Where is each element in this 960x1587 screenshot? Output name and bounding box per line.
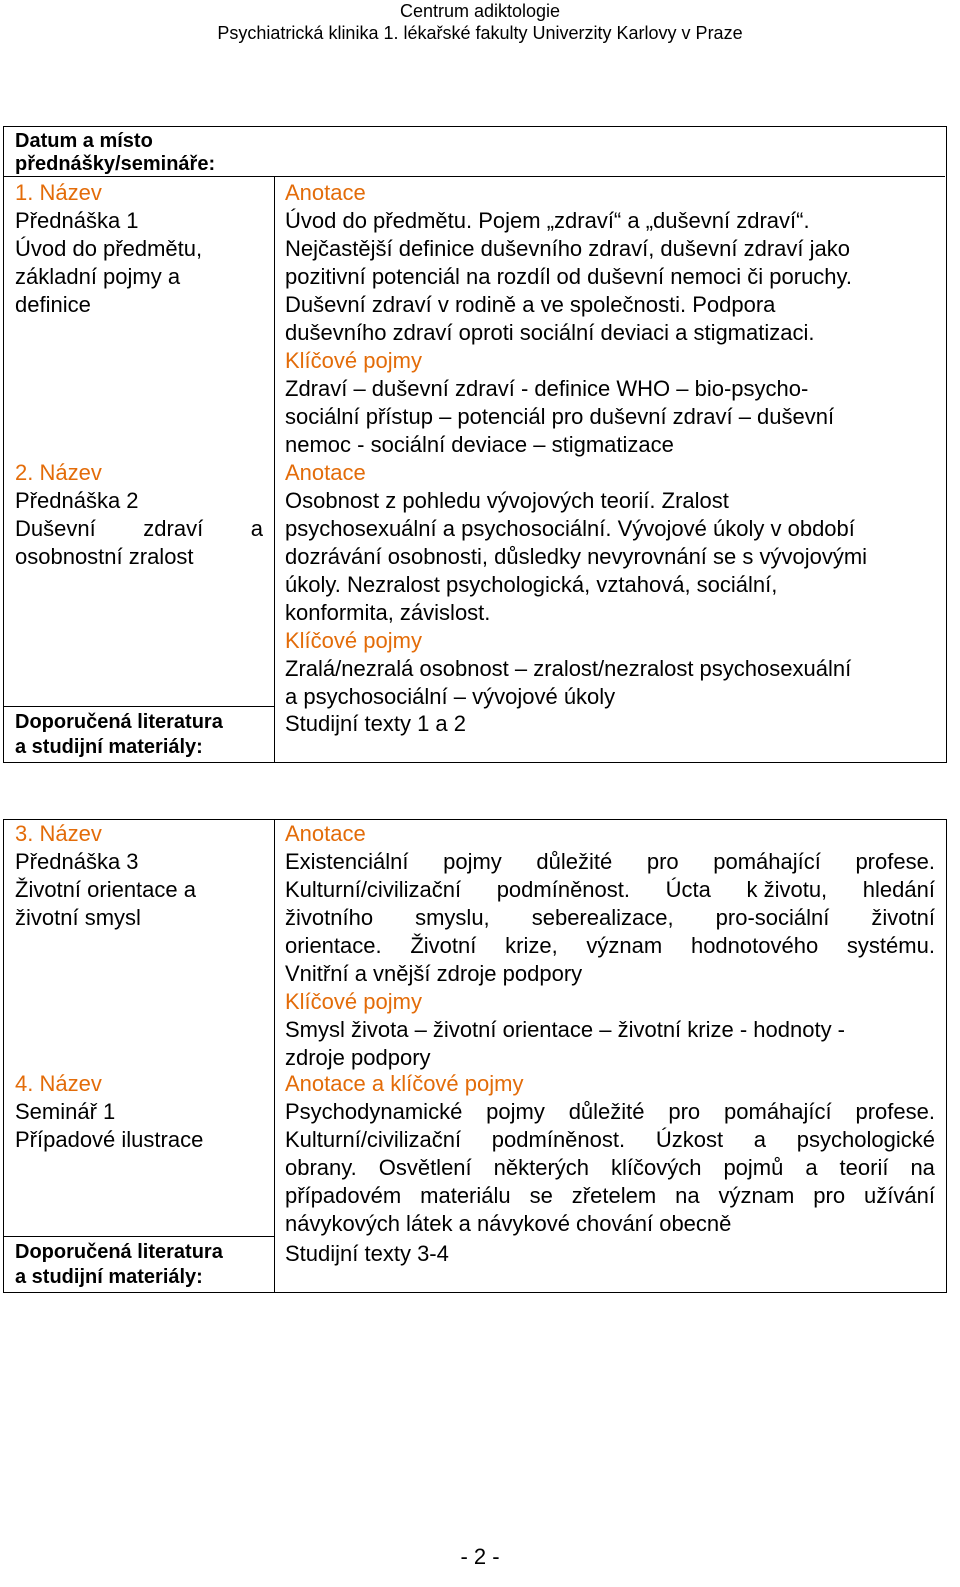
page-number: - 2 - xyxy=(460,1544,500,1569)
item4-anotace-line xyxy=(285,1182,935,1210)
item2-anotace-label: Anotace xyxy=(285,460,366,485)
word: zřetelem xyxy=(571,1183,657,1208)
item1-name-label: 1. Název xyxy=(15,180,102,205)
item4-anotace-line xyxy=(285,1154,935,1182)
item2-anotace-line: konformita, závislost. xyxy=(285,600,491,625)
literature-value: Studijní texty 1 a 2 xyxy=(285,711,466,736)
item1-keywords-line: Zdraví – duševní zdraví - definice WHO – bio-psycho- xyxy=(285,376,809,401)
word: psychologické xyxy=(796,1127,935,1152)
word: pro xyxy=(813,1183,846,1208)
item2-anotace-line: úkoly. Nezralost psychologická, vztahová, sociální, xyxy=(285,572,778,597)
item2-anotace-line: Osobnost z pohledu vývojových teorií. Zralost xyxy=(285,488,729,513)
word: Úcta xyxy=(665,877,711,902)
item1-anotace-line: Úvod do předmětu. Pojem „zdraví“ a „duševní zdraví“. xyxy=(285,208,810,233)
item3-anotace-label: Anotace xyxy=(285,821,366,846)
word: obrany. xyxy=(285,1155,357,1180)
word: Kulturní/civilizační xyxy=(285,877,462,902)
item1-name-line: základní pojmy a xyxy=(15,264,181,289)
item3-anotace-line xyxy=(285,932,935,960)
word: smyslu, xyxy=(415,905,490,930)
item3-name-line: životní smysl xyxy=(15,905,141,930)
item4-anotace-label: Anotace a klíčové pojmy xyxy=(285,1071,524,1096)
word: Životní xyxy=(410,933,477,958)
word: orientace. xyxy=(285,933,382,958)
word: pro-sociální xyxy=(715,905,830,930)
literature-label: Doporučená literatura xyxy=(15,1241,223,1263)
word: pro xyxy=(646,849,679,874)
word: podmíněnost. xyxy=(496,877,630,902)
lecture-table-1 xyxy=(3,126,947,763)
literature-label: Doporučená literatura xyxy=(15,711,223,733)
item1-keywords-line: sociální přístup – potenciál pro duševní zdraví – duševní xyxy=(285,404,835,429)
word: pojmy xyxy=(443,849,502,874)
header-line-1: Centrum adiktologie xyxy=(399,1,561,21)
literature-label-2: a studijní materiály: xyxy=(15,736,203,758)
item4-name-line: Seminář 1 xyxy=(15,1099,116,1124)
word: a xyxy=(250,516,263,541)
word: pro xyxy=(668,1099,701,1124)
item3-name-line: Životní orientace a xyxy=(15,877,196,902)
date-label: Datum a místo xyxy=(15,130,153,152)
word: případovém xyxy=(285,1183,402,1208)
word: důležité xyxy=(536,849,613,874)
date-label-2: přednášky/semináře: xyxy=(15,153,216,175)
item3-anotace-line xyxy=(285,876,935,904)
item2-keywords-label: Klíčové pojmy xyxy=(285,628,422,653)
word: materiálu xyxy=(420,1183,511,1208)
word: užívání xyxy=(864,1183,935,1208)
word: zdraví xyxy=(143,516,204,541)
item1-anotace-line: Nejčastější definice duševního zdraví, duševní zdraví jako xyxy=(285,236,850,261)
item1-anotace-label: Anotace xyxy=(285,180,366,205)
item2-name-label: 2. Název xyxy=(15,460,102,485)
column-divider xyxy=(274,176,275,762)
item4-anotace-line xyxy=(285,1098,935,1126)
word: hledání xyxy=(862,877,935,902)
word: Duševní xyxy=(15,516,96,541)
literature-value: Studijní texty 3-4 xyxy=(285,1241,449,1266)
item4-name-label: 4. Název xyxy=(15,1071,102,1096)
word: Psychodynamické xyxy=(285,1099,463,1124)
item1-anotace-line: duševního zdraví oproti sociální deviaci a stigmatizaci. xyxy=(285,320,815,345)
item2-anotace-line: dozrávání osobnosti, důsledky nevyrovnání se s vývojovými xyxy=(285,544,868,569)
word: seberealizace, xyxy=(531,905,674,930)
item1-name-line: Úvod do předmětu, xyxy=(15,236,203,261)
word: k životu, xyxy=(746,877,828,902)
word: podmíněnost. xyxy=(491,1127,626,1152)
item1-anotace-line: Duševní zdraví v rodině a ve společnosti. Podpora xyxy=(285,292,776,317)
word: Osvětlení xyxy=(378,1155,472,1180)
lecture-table-2 xyxy=(3,819,947,1293)
item3-keywords-line: zdroje podpory xyxy=(285,1045,431,1070)
word: na xyxy=(675,1183,700,1208)
item3-anotace-line xyxy=(285,848,935,876)
item3-name-line: Přednáška 3 xyxy=(15,849,139,874)
word: životní xyxy=(871,905,935,930)
item3-keywords-label: Klíčové pojmy xyxy=(285,989,422,1014)
word: důležité xyxy=(568,1099,645,1124)
word: na xyxy=(910,1155,935,1180)
item2-keywords-line: a psychosociální – vývojové úkoly xyxy=(285,684,616,709)
item3-anotace-line: Vnitřní a vnější zdroje podpory xyxy=(285,961,583,986)
item1-keywords-label: Klíčové pojmy xyxy=(285,348,422,373)
item4-name-line: Případové ilustrace xyxy=(15,1127,204,1152)
word: klíčových xyxy=(610,1155,702,1180)
item2-name-line-justified xyxy=(15,515,263,543)
item2-anotace-line: psychosexuální a psychosociální. Vývojové úkoly v období xyxy=(285,516,855,541)
item2-name-line: osobnostní zralost xyxy=(15,544,194,569)
item1-name-line: definice xyxy=(15,292,91,317)
item1-keywords-line: nemoc - sociální deviace – stigmatizace xyxy=(285,432,674,457)
word: význam xyxy=(586,933,663,958)
word: pojmů xyxy=(723,1155,784,1180)
word: systému. xyxy=(846,933,935,958)
word: profese. xyxy=(855,849,935,874)
item4-anotace-line xyxy=(285,1126,935,1154)
word: pomáhající xyxy=(713,849,821,874)
word: životního xyxy=(285,905,374,930)
word: pojmy xyxy=(486,1099,545,1124)
header-line-2: Psychiatrická klinika 1. lékařské fakulty Univerzity Karlovy v Praze xyxy=(217,23,743,43)
word: Existenciální xyxy=(285,849,409,874)
word: profese. xyxy=(855,1099,935,1124)
word: Kulturní/civilizační xyxy=(285,1127,462,1152)
item3-anotace-line xyxy=(285,904,935,932)
word: krize, xyxy=(505,933,558,958)
word: se xyxy=(529,1183,553,1208)
row-divider xyxy=(4,706,274,707)
word: hodnotového xyxy=(690,933,819,958)
column-divider xyxy=(274,820,275,1292)
row-divider xyxy=(4,1236,274,1237)
word: Úzkost xyxy=(655,1127,724,1152)
item4-anotace-line: návykových látek a návykové chování obecně xyxy=(285,1211,732,1236)
item3-keywords-line: Smysl života – životní orientace – životní krize - hodnoty - xyxy=(285,1017,846,1042)
word: pomáhající xyxy=(724,1099,832,1124)
word: teorií xyxy=(839,1155,889,1180)
item1-anotace-line: pozitivní potenciál na rozdíl od duševní nemoci či poruchy. xyxy=(285,264,853,289)
word: význam xyxy=(718,1183,795,1208)
item2-name-line: Přednáška 2 xyxy=(15,488,139,513)
item3-name-label: 3. Název xyxy=(15,821,102,846)
item2-keywords-line: Zralá/nezralá osobnost – zralost/nezralost psychosexuální xyxy=(285,656,852,681)
item1-name-line: Přednáška 1 xyxy=(15,208,139,233)
word: a xyxy=(753,1127,767,1152)
word: některých xyxy=(493,1155,590,1180)
word: a xyxy=(805,1155,818,1180)
literature-label-2: a studijní materiály: xyxy=(15,1266,203,1288)
